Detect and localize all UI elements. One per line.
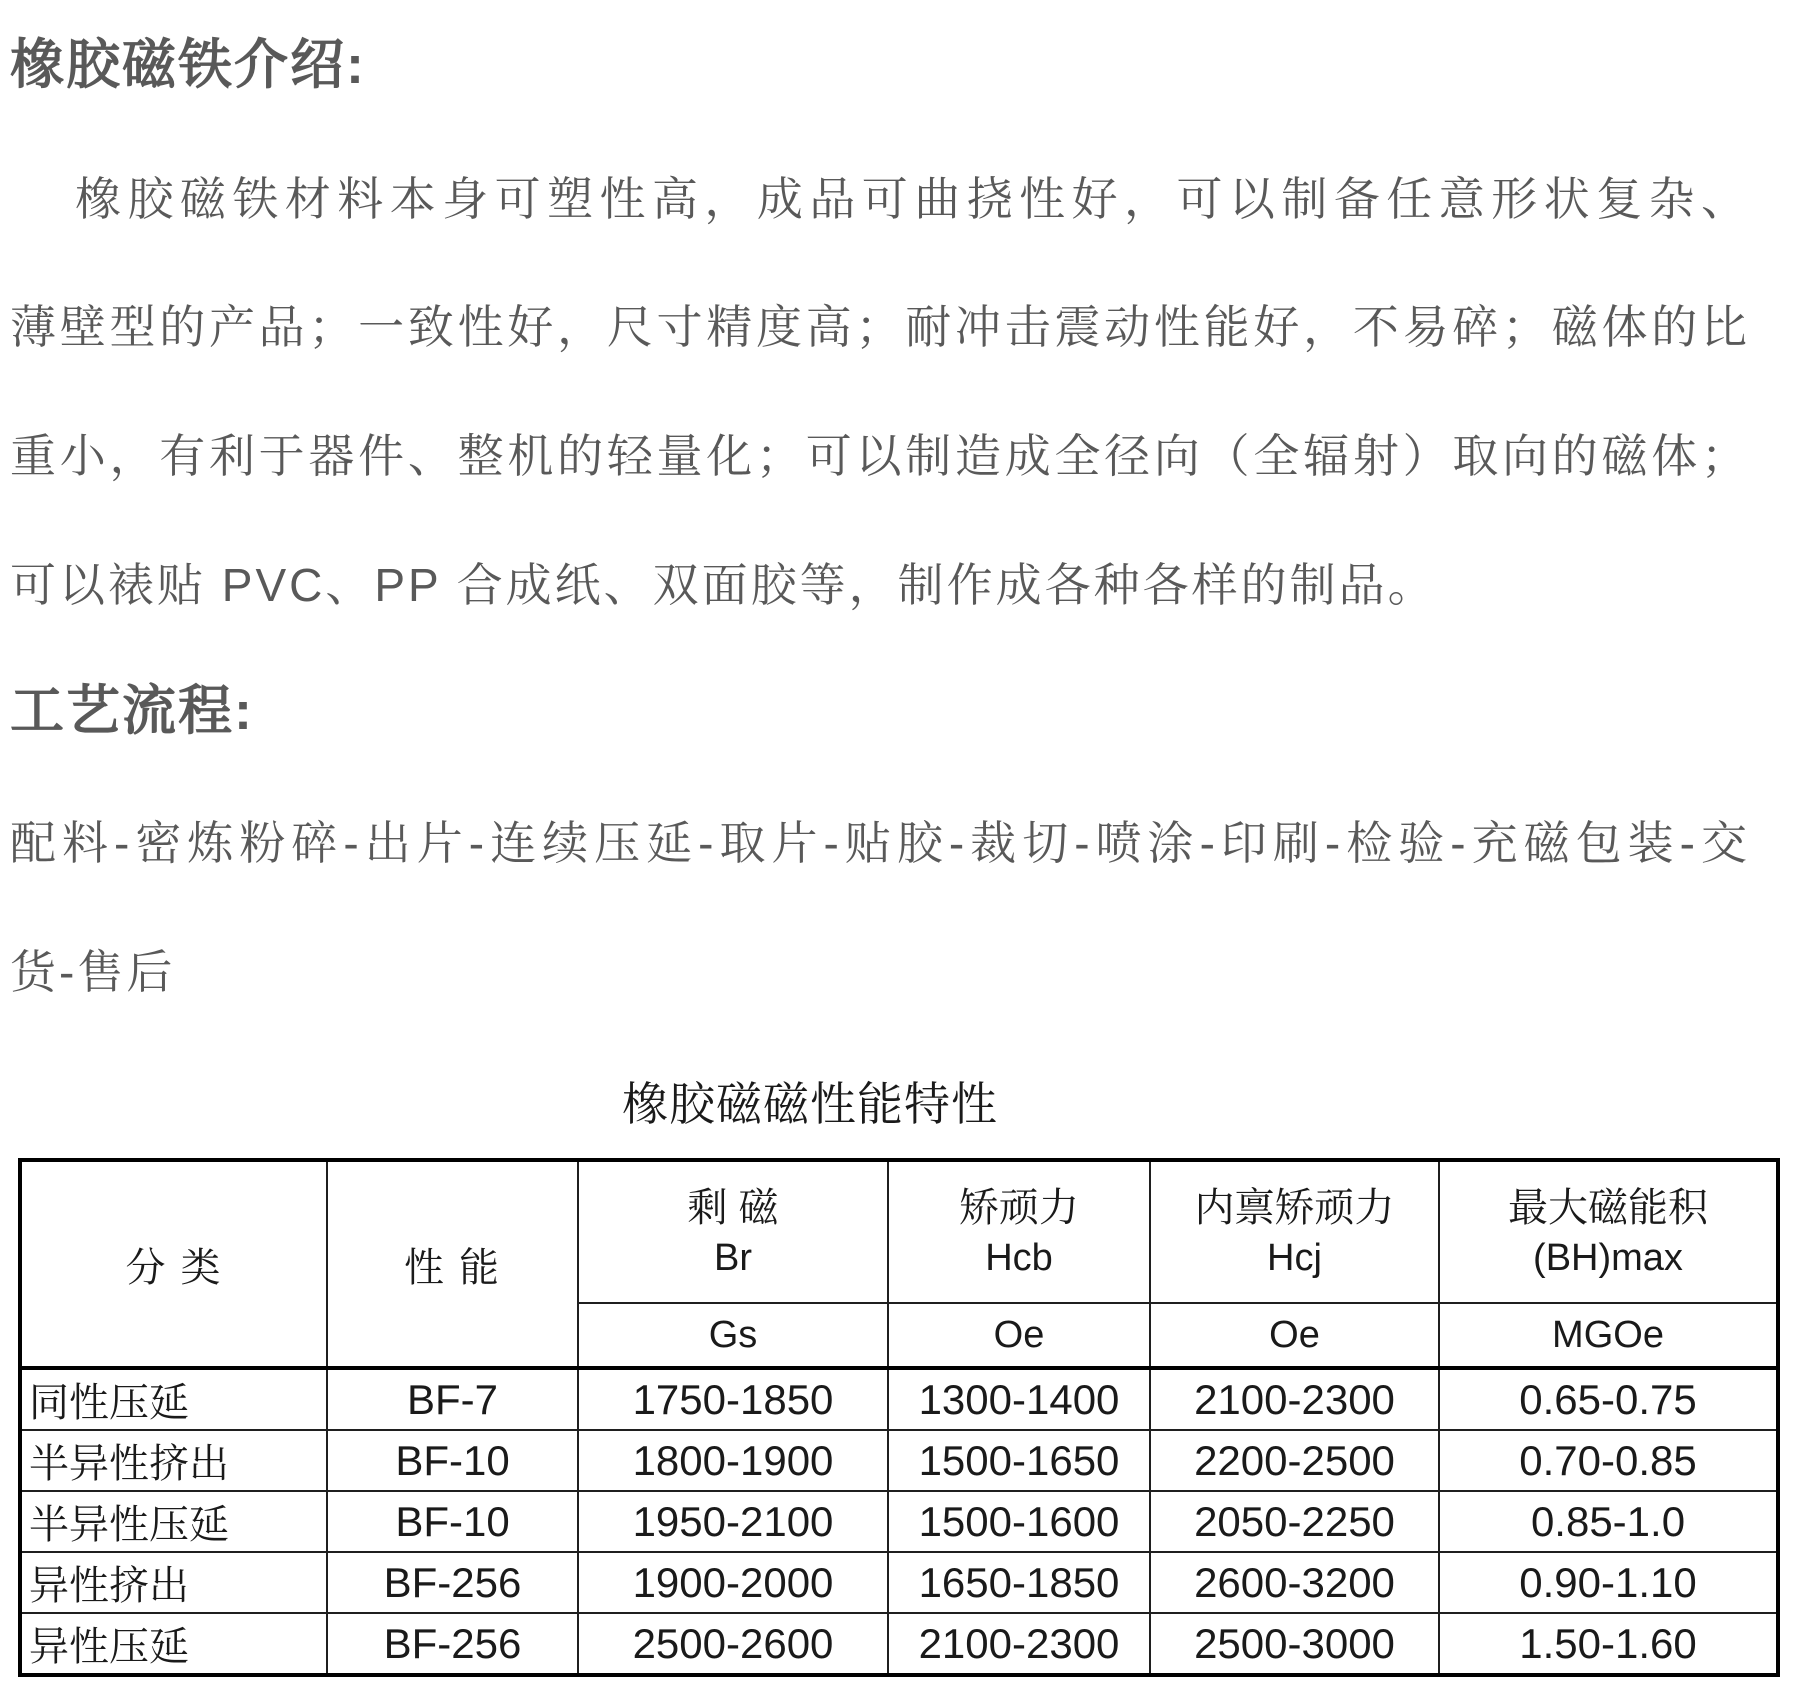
intro-heading: 橡胶磁铁介绍: xyxy=(10,35,366,95)
unit-hcb: Oe xyxy=(888,1303,1150,1368)
header-intrinsic-coercivity xyxy=(1150,1160,1439,1303)
header-remanence-symbol: Br xyxy=(714,1237,752,1279)
table-cell: BF-10 xyxy=(327,1430,578,1491)
header-coercivity-zh: 矫顽力 xyxy=(959,1186,1079,1230)
table-cell: 1750-1850 xyxy=(578,1368,888,1430)
table-header-row xyxy=(20,1160,1778,1303)
process-line-1: 配料-密炼粉碎-出片-连续压延-取片-贴胶-裁切-喷涂-印刷-检验-充磁包装-交 xyxy=(10,817,1750,869)
table-cell: 1.50-1.60 xyxy=(1439,1613,1778,1675)
table-cell: 同性压延 xyxy=(20,1368,327,1430)
header-classification-label: 分 类 xyxy=(125,1245,223,1290)
table-cell: 2500-3000 xyxy=(1150,1613,1439,1675)
table-cell: 半异性挤出 xyxy=(20,1430,327,1491)
table-cell: 1300-1400 xyxy=(888,1368,1150,1430)
table-cell: 1500-1600 xyxy=(888,1491,1150,1552)
table-cell: BF-256 xyxy=(327,1613,578,1675)
table-cell: 0.85-1.0 xyxy=(1439,1491,1778,1552)
table-cell: BF-256 xyxy=(327,1552,578,1613)
table-cell: BF-10 xyxy=(327,1491,578,1552)
table-cell: 2600-3200 xyxy=(1150,1552,1439,1613)
table-cell: 1650-1850 xyxy=(888,1552,1150,1613)
table-cell: 异性挤出 xyxy=(20,1552,327,1613)
header-performance-label: 性 能 xyxy=(403,1245,502,1290)
header-coercivity xyxy=(888,1160,1150,1303)
table-cell: 2500-2600 xyxy=(578,1613,888,1675)
intro-paragraph-line-3: 重小，有利于器件、整机的轻量化；可以制造成全径向（全辐射）取向的磁体； xyxy=(10,430,1750,482)
table-title: 橡胶磁磁性能特性 xyxy=(622,1078,998,1130)
intro-paragraph-line-4: 可以裱贴 PVC、PP 合成纸、双面胶等，制作成各种各样的制品。 xyxy=(10,559,1437,611)
process-heading: 工艺流程: xyxy=(10,681,254,741)
unit-br: Gs xyxy=(578,1303,888,1368)
header-coercivity-symbol: Hcb xyxy=(985,1237,1053,1279)
table-cell: 2100-2300 xyxy=(888,1613,1150,1675)
header-remanence xyxy=(578,1160,888,1303)
header-remanence-zh: 剩 磁 xyxy=(687,1186,779,1230)
magnetic-properties-table xyxy=(18,1158,1780,1677)
table-cell: 1950-2100 xyxy=(578,1491,888,1552)
header-classification xyxy=(20,1160,327,1368)
table-row xyxy=(20,1491,1778,1552)
header-max-energy-product xyxy=(1439,1160,1778,1303)
unit-bhmax: MGOe xyxy=(1439,1303,1778,1368)
header-intrinsic-coercivity-symbol: Hcj xyxy=(1267,1237,1322,1279)
table-row xyxy=(20,1430,1778,1491)
process-line-2: 货-售后 xyxy=(10,946,176,998)
header-max-energy-product-symbol: (BH)max xyxy=(1533,1237,1683,1279)
header-max-energy-product-zh: 最大磁能积 xyxy=(1508,1186,1708,1230)
table-cell: 0.70-0.85 xyxy=(1439,1430,1778,1491)
table-cell: 2100-2300 xyxy=(1150,1368,1439,1430)
intro-paragraph-line-1: 橡胶磁铁材料本身可塑性高，成品可曲挠性好，可以制备任意形状复杂、 xyxy=(75,173,1750,225)
table-cell: 异性压延 xyxy=(20,1613,327,1675)
intro-paragraph-line-2: 薄壁型的产品；一致性好，尺寸精度高；耐冲击震动性能好，不易碎；磁体的比 xyxy=(10,301,1750,353)
table-row xyxy=(20,1368,1778,1430)
table-cell: 1500-1650 xyxy=(888,1430,1150,1491)
table-cell: BF-7 xyxy=(327,1368,578,1430)
table-row xyxy=(20,1552,1778,1613)
table-cell: 2200-2500 xyxy=(1150,1430,1439,1491)
header-performance xyxy=(327,1160,578,1368)
table-cell: 0.65-0.75 xyxy=(1439,1368,1778,1430)
table-cell: 0.90-1.10 xyxy=(1439,1552,1778,1613)
table-row xyxy=(20,1613,1778,1675)
header-intrinsic-coercivity-zh: 内禀矫顽力 xyxy=(1194,1186,1395,1230)
unit-hcj: Oe xyxy=(1150,1303,1439,1368)
table-cell: 1800-1900 xyxy=(578,1430,888,1491)
table-cell: 半异性压延 xyxy=(20,1491,327,1552)
table-cell: 2050-2250 xyxy=(1150,1491,1439,1552)
table-cell: 1900-2000 xyxy=(578,1552,888,1613)
